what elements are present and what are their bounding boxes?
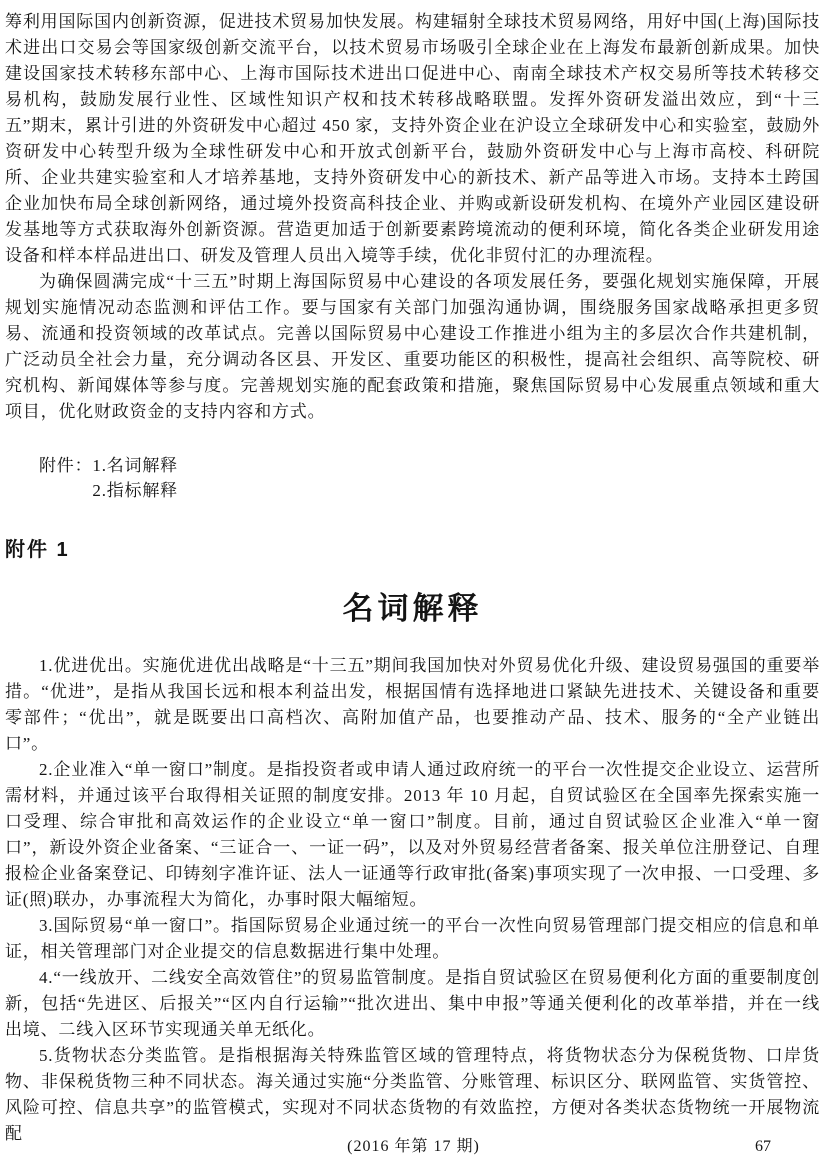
page-footer (0, 1134, 827, 1160)
definition-item: 1.优进优出。实施优进优出战略是“十三五”期间我国加快对外贸易优化升级、建设贸易强国的重要举措。“优进”，是指从我国长远和根本利益出发，根据国情有选择地进口紧缺先进技术、关键设备和重要零部件；“优出”，就是既要出口高档次、高附加值产品，也要推动产品、技术、服务的“全产业链出口”。 (5, 656, 820, 753)
attachments-label: 附件： (39, 456, 93, 475)
body-paragraph: 为确保圆满完成“十三五”时期上海国际贸易中心建设的各项发展任务，要强化规划实施保障，开展规划实施情况动态监测和评估工作。要与国家有关部门加强沟通协调，围绕服务国家战略承担更多贸易、流通和投资领域的改革试点。完善以国际贸易中心建设工作推进小组为主的多层次合作共建机制，广泛动员全社会力量，充分调动各区县、开发区、重要功能区的积极性，提高社会组织、高等院校、研究机构、新闻媒体等参与度。完善规划实施的配套政策和措施，聚焦国际贸易中心发展重点领域和重大项目，优化财政资金的支持内容和方式。 (5, 272, 820, 421)
body-paragraph: 筹利用国际国内创新资源，促进技术贸易加快发展。构建辐射全球技术贸易网络，用好中国(上海)国际技术进出口交易会等国家级创新交流平台，以技术贸易市场吸引全球企业在上海发布最新创新成果。加快建设国家技术转移东部中心、上海市国际技术进出口促进中心、南南全球技术产权交易所等技术转移交易机构，鼓励发展行业性、区域性知识产权和技术转移战略联盟。发挥外资研发溢出效应，到“十三五”期末，累计引进的外资研发中心超过 450 家，支持外资企业在沪设立全球研发中心和实验室，鼓励外资研发中心转型升级为全球性研发中心和开放式创新平台，鼓励外资研发中心与上海市高校、科研院所、企业共建实验室和人才培养基地，支持外资研发中心的新技术、新产品等进入市场。支持本土跨国企业加快布局全球创新网络，通过境外投资高科技企业、并购或新设研发机构、在境外产业园区建设研发基地等方式获取海外创新资源。营造更加适于创新要素跨境流动的便利环境，简化各类企业研发用途设备和样本样品进出口、研发及管理人员出入境等手续，优化非贸付汇的办理流程。 (5, 12, 820, 265)
attachment-item: 2.指标解释 (92, 481, 178, 500)
page-number: 67 (755, 1138, 771, 1155)
attachment-heading: 附件 1 (5, 539, 70, 561)
attachments-items (92, 453, 178, 503)
body-text-section (5, 9, 820, 425)
definition-item: 2.企业准入“单一窗口”制度。是指投资者或申请人通过政府统一的平台一次性提交企业设立、运营所需材料，并通过该平台取得相关证照的制度安排。2013 年 10 月起，自贸试验区在全国率先探索实施一口受理、综合审批和高效运作的企业设立“单一窗口”制度。目前，通过自贸试验区企业准入“单一窗口”，新设外资企业备案、“三证合一、一证一码”，以及对外贸易经营者备案、报关单位注册登记、自理报检企业备案登记、印铸刻字准许证、法人一证通等行政审批(备案)事项实现了一次申报、一口受理、多证(照)联办，办事流程大为简化，办事时限大幅缩短。 (5, 760, 820, 909)
definition-item: 5.货物状态分类监管。是指根据海关特殊监管区域的管理特点，将货物状态分为保税货物、口岸货物、非保税货物三种不同状态。海关通过实施“分类监管、分账管理、标识区分、联网监管、实货管控、风险可控、信息共享”的监管模式，实现对不同状态货物的有效监控，方便对各类状态货物统一开展物流配 (5, 1046, 820, 1143)
definitions-section (5, 653, 820, 1147)
issue-info: (2016 年第 17 期) (347, 1138, 480, 1155)
document-title: 名词解释 (342, 591, 483, 626)
definition-item: 4.“一线放开、二线安全高效管住”的贸易监管制度。是指自贸试验区在贸易便利化方面的重要制度创新，包括“先进区、后报关”“区内自行运输”“批次进出、集中申报”等通关便利化的改革举措，并在一线出境、二线入区环节实现通关单无纸化。 (5, 968, 820, 1039)
definition-item: 3.国际贸易“单一窗口”。指国际贸易企业通过统一的平台一次性向贸易管理部门提交相应的信息和单证，相关管理部门对企业提交的信息数据进行集中处理。 (5, 916, 820, 961)
attachments-list (5, 453, 820, 503)
attachment-item: 1.名词解释 (92, 456, 178, 475)
